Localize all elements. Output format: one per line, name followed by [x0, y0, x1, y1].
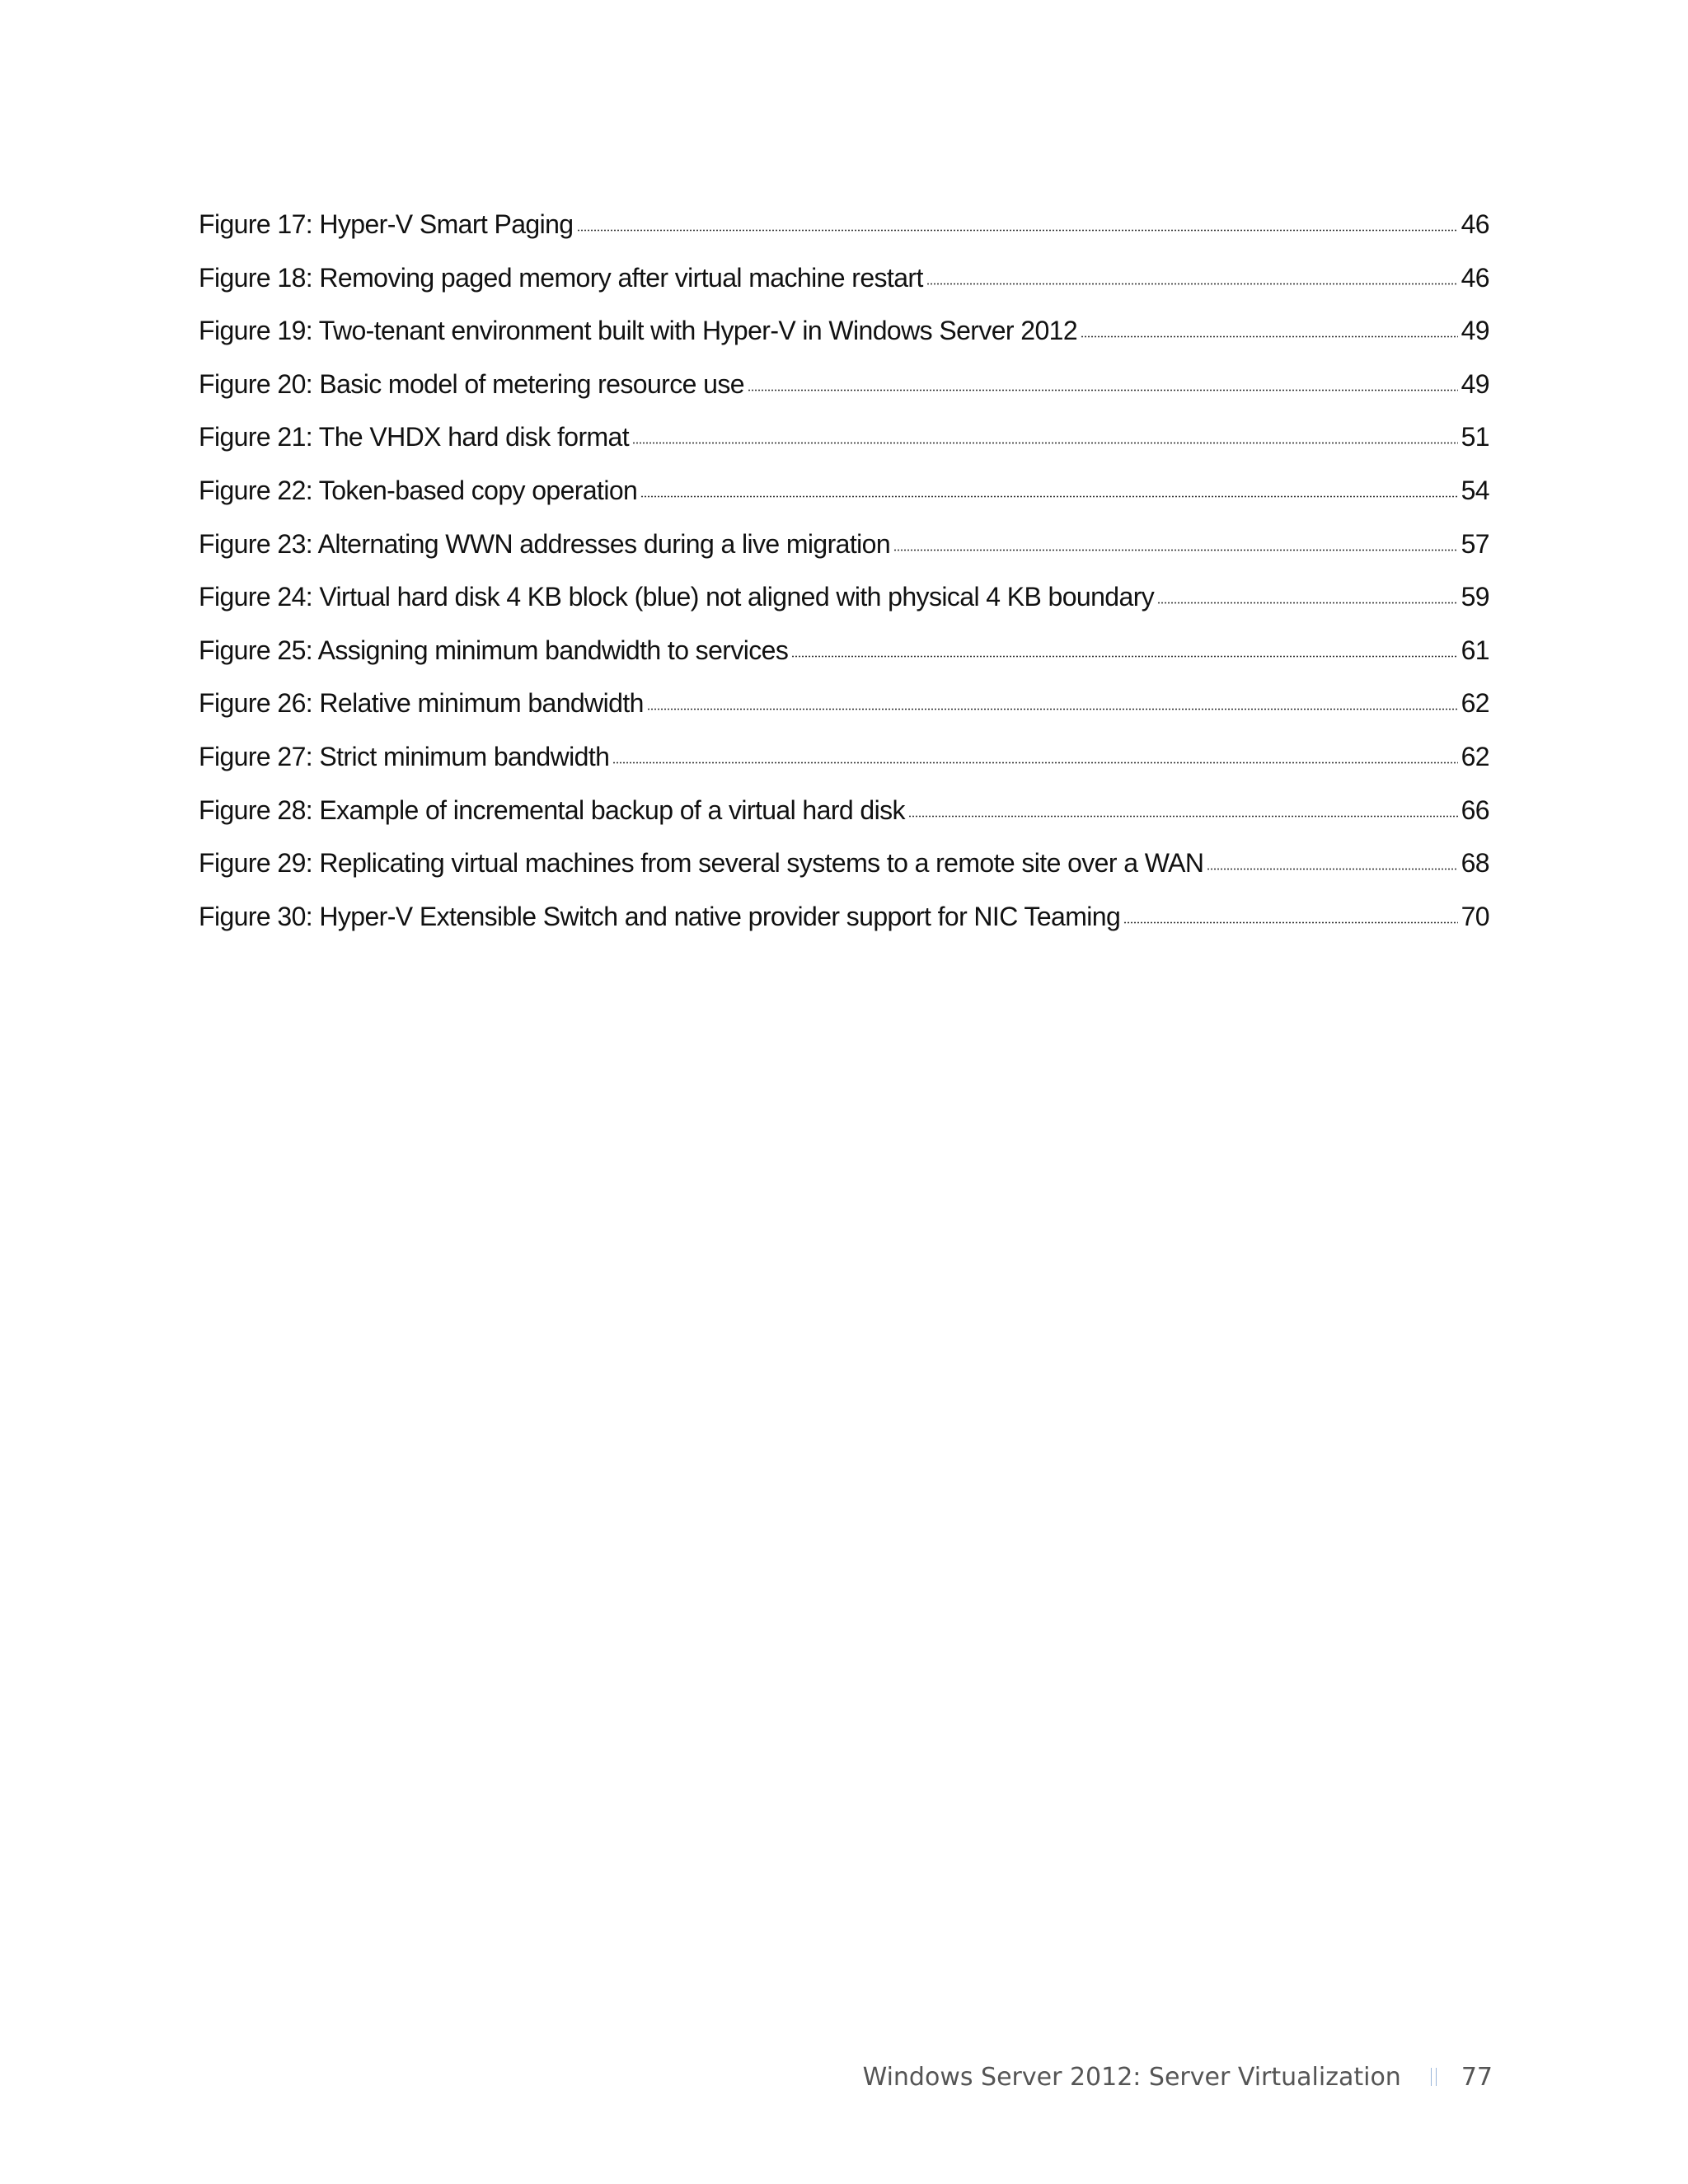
toc-entry-page: 54 — [1461, 475, 1489, 505]
toc-entry-title: Figure 17: Hyper-V Smart Paging — [199, 209, 574, 239]
toc-entry[interactable] — [199, 251, 1489, 305]
toc-dot-leader — [1123, 921, 1458, 924]
toc-entry-page: 57 — [1461, 528, 1489, 559]
toc-entry[interactable] — [199, 358, 1489, 411]
toc-entry-page: 62 — [1461, 741, 1489, 771]
toc-entry[interactable] — [199, 410, 1489, 464]
toc-entry-page: 66 — [1461, 794, 1489, 825]
toc-entry-page: 70 — [1461, 901, 1489, 931]
toc-entry[interactable] — [199, 890, 1489, 944]
toc-entry-title: Figure 26: Relative minimum bandwidth — [199, 688, 644, 719]
toc-entry-title: Figure 28: Example of incremental backup of a virtual hard disk — [199, 794, 905, 825]
toc-entry-page: 46 — [1461, 209, 1489, 239]
toc-entry-title: Figure 22: Token-based copy operation — [199, 475, 638, 505]
footer-separator — [1431, 2068, 1437, 2086]
toc-entry-title: Figure 30: Hyper-V Extensible Switch and native provider support for NIC Teaming — [199, 901, 1121, 931]
toc-entry-page: 61 — [1461, 635, 1489, 665]
toc-dot-leader — [893, 549, 1458, 551]
toc-entry-title: Figure 25: Assigning minimum bandwidth to services — [199, 635, 789, 665]
toc-entry-title: Figure 27: Strict minimum bandwidth — [199, 741, 610, 771]
toc-dot-leader — [632, 442, 1458, 444]
toc-entry[interactable] — [199, 464, 1489, 518]
toc-entry-title: Figure 20: Basic model of metering resource use — [199, 368, 744, 399]
footer-page-number: 77 — [1461, 2062, 1493, 2092]
toc-entry-page: 68 — [1461, 848, 1489, 879]
toc-entry[interactable] — [199, 837, 1489, 890]
toc-entry[interactable] — [199, 570, 1489, 624]
page-footer — [863, 2059, 1493, 2095]
toc-dot-leader — [1081, 335, 1458, 338]
toc-entry[interactable] — [199, 784, 1489, 837]
toc-entry-page: 49 — [1461, 368, 1489, 399]
toc-entry[interactable] — [199, 304, 1489, 358]
toc-entry-title: Figure 19: Two-tenant environment built with Hyper-V in Windows Server 2012 — [199, 316, 1078, 346]
toc-dot-leader — [612, 762, 1458, 764]
toc-dot-leader — [748, 389, 1458, 391]
toc-entry-title: Figure 29: Replicating virtual machines from several systems to a remote site over a WAN — [199, 848, 1204, 879]
toc-entry[interactable] — [199, 730, 1489, 784]
footer-book-title: Windows Server 2012: Server Virtualization — [862, 2062, 1401, 2092]
toc-entry-page: 51 — [1461, 422, 1489, 452]
toc-dot-leader — [577, 229, 1459, 232]
toc-dot-leader — [791, 655, 1458, 658]
toc-entry-title: Figure 24: Virtual hard disk 4 KB block (blue) not aligned with physical 4 KB boundary — [199, 582, 1155, 612]
toc-entry[interactable] — [199, 677, 1489, 730]
toc-entry-page: 62 — [1461, 688, 1489, 719]
toc-dot-leader — [1157, 602, 1458, 604]
toc-entry-title: Figure 18: Removing paged memory after virtual machine restart — [199, 262, 923, 293]
toc-entry-page: 49 — [1461, 316, 1489, 346]
toc-entry-page: 59 — [1461, 582, 1489, 612]
toc-dot-leader — [926, 283, 1458, 285]
toc-entry[interactable] — [199, 518, 1489, 571]
toc-entry-title: Figure 21: The VHDX hard disk format — [199, 422, 630, 452]
toc-entry[interactable] — [199, 624, 1489, 677]
toc-dot-leader — [647, 708, 1458, 710]
toc-entry-title: Figure 23: Alternating WWN addresses during a live migration — [199, 528, 891, 559]
table-of-figures — [199, 198, 1489, 943]
toc-entry[interactable] — [199, 198, 1489, 251]
toc-entry-page: 46 — [1461, 262, 1489, 293]
toc-dot-leader — [640, 495, 1458, 498]
toc-dot-leader — [908, 815, 1458, 818]
toc-dot-leader — [1207, 868, 1458, 870]
